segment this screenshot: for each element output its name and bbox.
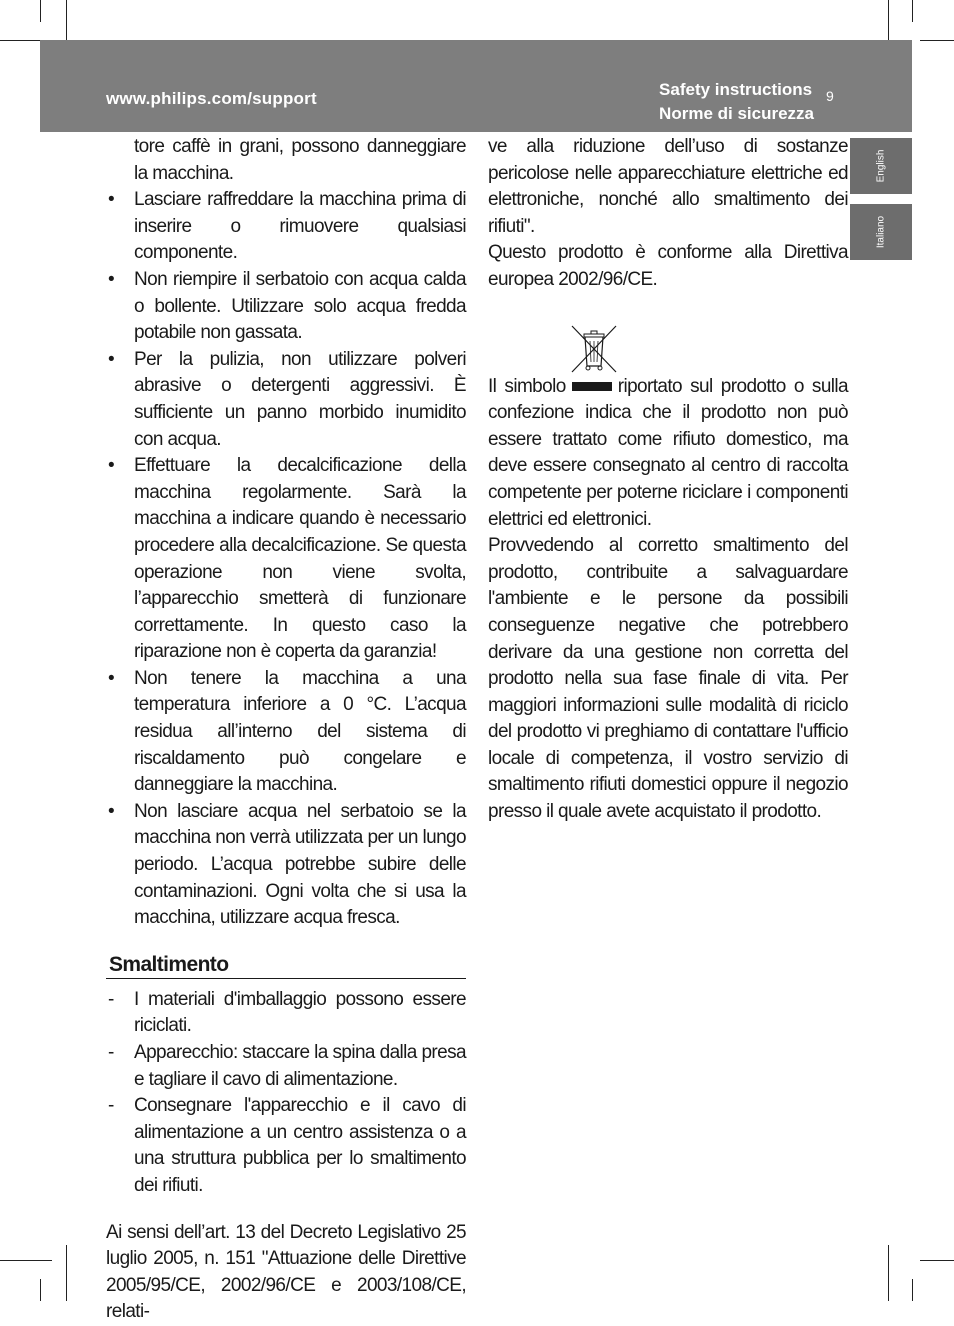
closing-paragraph: Ai sensi dell’art. 13 del Decreto Legislativo 25 luglio 2005, n. 151 "Attuazione delle Direttive 2005/95/CE, 2002/96/CE e 2003/108/CE, relati- <box>106 1221 466 1323</box>
continuation-paragraph: ve alla riduzione dell’uso di sostanze pericolose nelle apparecchiature elettriche ed elettroniche, nonché allo smaltimento dei rifiuti". <box>488 136 848 237</box>
left-column <box>106 134 466 1326</box>
tab-italiano[interactable] <box>850 204 912 260</box>
crop-mark <box>888 1245 889 1301</box>
bullet-text: Effettuare la decalcificazione della macchina regolarmente. Sarà la macchina a indicare quando è necessario procedere alla decalcificazione. Se questa operazione non viene svolta, l’apparecchio smetterà di funzionare correttamente. In questo caso la riparazione non è coperta da garanzia! <box>134 455 466 663</box>
bullet-icon: • <box>108 800 115 822</box>
crop-mark <box>0 1260 52 1261</box>
list-item <box>106 799 466 932</box>
tab-english[interactable] <box>850 138 912 194</box>
list-item <box>106 134 466 187</box>
intro-text: tore caffè in grani, possono danneggiare la macchina. <box>134 136 466 184</box>
dash-text: I materiali d'imballaggio possono essere riciclati. <box>134 988 466 1037</box>
page-number: 9 <box>826 88 834 104</box>
bullet-icon: • <box>108 455 115 477</box>
bullet-icon: • <box>108 268 115 290</box>
right-column <box>488 134 848 826</box>
tab-italiano-label: Italiano <box>875 215 887 249</box>
crossed-out-wheeled-bin-icon <box>570 324 618 374</box>
weee-bar-icon <box>572 382 612 391</box>
page-header <box>40 40 912 132</box>
list-item <box>106 987 466 1040</box>
disposal-paragraph: Provvedendo al corretto smaltimento del prodotto, contribuite a salvaguardare l'ambiente e le persone da possibili conseguenze negative che potrebbero derivare da una gestione non corretta del prodotto nella sua fase finale di vita. Per maggiori informazioni sulle modalità di riciclo del prodotto vi preghiamo di contattare l'ufficio locale di competenza, il vostro servizio di smaltimento rifiuti domestici oppure il negozio presso il quale avete acquistato il prodotto. <box>488 535 848 823</box>
support-url[interactable]: www.philips.com/support <box>106 89 317 108</box>
crop-mark <box>40 0 41 22</box>
symbol-paragraph <box>488 374 848 534</box>
list-item <box>106 187 466 267</box>
dash-icon: - <box>108 988 114 1010</box>
crop-mark <box>920 40 954 41</box>
list-item <box>106 666 466 799</box>
list-item <box>106 1040 466 1093</box>
title-italian: Norme di sicurezza <box>659 104 814 123</box>
bullet-text: Lasciare raffreddare la macchina prima di inserire o rimuovere qualsiasi componente. <box>134 189 466 264</box>
bullet-text: Non lasciare acqua nel serbatoio se la macchina non verrà utilizzata per un lungo periodo. L’acqua potrebbe subire delle contaminazioni. Ogni volta che si usa la macchina, utilizzare acqua fresca. <box>134 800 466 929</box>
bullet-text: Per la pulizia, non utilizzare polveri abrasive o detergenti aggressivi. È sufficiente un panno morbido inumidito con acqua. <box>134 348 466 450</box>
symbol-lead: Il simbolo <box>488 375 566 397</box>
bullet-icon: • <box>108 189 115 211</box>
list-item <box>106 347 466 453</box>
symbol-text: riportato sul prodotto o sulla confezione indica che il prodotto non può essere trattato come rifiuto domestico, ma deve essere consegnato al centro di raccolta competente per poterne riciclare i componenti elettrici ed elettronici. <box>488 375 849 530</box>
bullet-text: Non riempire il serbatoio con acqua calda o bollente. Utilizzare solo acqua fredda potabile non gassata. <box>134 268 466 344</box>
dash-icon: - <box>108 1095 114 1117</box>
crop-mark <box>920 1260 954 1261</box>
dash-text: Consegnare l'apparecchio e il cavo di alimentazione a un centro assistenza o a una struttura pubblica per lo smaltimento dei rifiuti. <box>134 1095 466 1196</box>
conformity-paragraph: Questo prodotto è conforme alla Direttiva europea 2002/96/CE. <box>488 242 848 290</box>
tab-english-label: English <box>875 149 887 183</box>
header-titles <box>659 78 814 126</box>
list-item <box>106 1093 466 1199</box>
crop-mark <box>912 0 913 22</box>
bullet-icon: • <box>108 667 115 689</box>
crop-mark <box>912 1279 913 1301</box>
dash-icon: - <box>108 1042 114 1063</box>
bullet-icon: • <box>108 348 115 370</box>
bullet-text: Non tenere la macchina a una temperatura inferiore a 0 °C. L’acqua residua all’interno del sistema di riscaldamento può congelare e danneggiare la macchina. <box>134 667 466 796</box>
crop-mark <box>40 1279 41 1301</box>
section-heading: Smaltimento <box>106 952 466 979</box>
dash-text: Apparecchio: staccare la spina dalla presa e tagliare il cavo di alimentazione. <box>134 1042 466 1090</box>
list-item <box>106 267 466 347</box>
crop-mark <box>66 1245 67 1301</box>
list-item <box>106 453 466 666</box>
title-english: Safety instructions <box>659 80 813 99</box>
